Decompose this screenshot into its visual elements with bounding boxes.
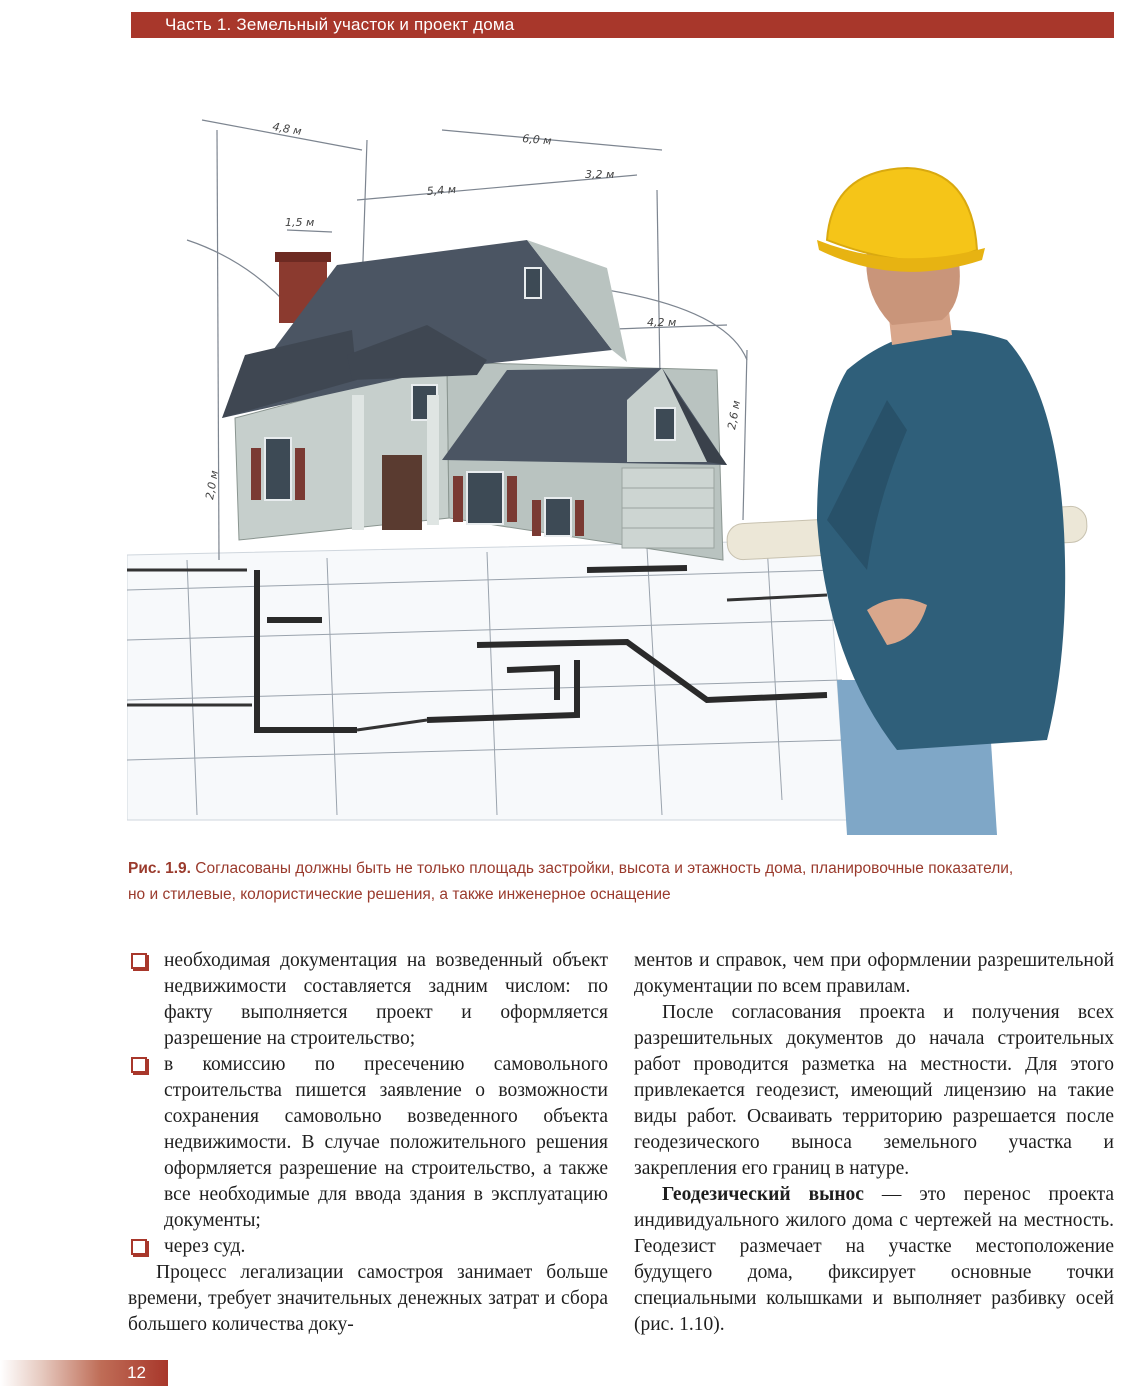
page-number: 12 [127, 1363, 146, 1382]
body-paragraph: Процесс легализации самостроя занимает больше времени, требует значительных денежных затрат и сбора большего количества доку- [128, 1262, 608, 1335]
dimension-label: 4,2 м [647, 316, 677, 329]
front-door [382, 455, 422, 530]
chapter-title: Часть 1. Земельный участок и проект дома [165, 15, 515, 34]
caption-line1: Согласованы должны быть не только площадь застройки, высота и этажность дома, планировочные показатели, [190, 860, 1014, 877]
house-blueprint-illustration [127, 100, 1117, 835]
square-bullet-icon [131, 1239, 147, 1255]
hard-hat-icon [827, 168, 977, 260]
header-bar [131, 12, 1114, 38]
bullet-list [128, 948, 608, 1260]
list-item: необходимая документация на возведенный объект недвижимости составляется задним числом: по факту выполняется проект и оформляется разрешение на строительство; [128, 948, 608, 1052]
caption-line2: но и стилевые, колористические решения, а также инженерное оснащение [128, 886, 671, 903]
body-paragraph: После согласования проекта и получения всех разрешительных документов до начала строительных работ проводится разметка на местности. Для этого привлекается геодезист, имеющий лицензию на такие виды работ. Осваивать территорию разрешается после геодезического выноса земельного участка и закрепления его границ в натуре. [634, 1002, 1114, 1179]
dimension-label: 5,4 м [426, 182, 457, 198]
right-column [634, 948, 1114, 1338]
dimension-label: 2,6 м [725, 399, 744, 431]
caption-label: Рис. 1.9. [128, 860, 191, 877]
square-bullet-icon [131, 953, 147, 969]
list-item: в комиссию по пресечению самовольного строительства пишется заявление о возможности сохранения самовольно возведенного объекта недвижимости. В случае положительного решения оформляется разрешение на строительство, а также все необходимые для ввода здания в эксплуатацию документы; [128, 1052, 608, 1234]
body-paragraph: ментов и справок, чем при оформлении разрешительной документации по всем правилам. [634, 950, 1114, 997]
left-column [128, 948, 608, 1338]
footer-bar [0, 1360, 168, 1386]
dimension-label: 6,0 м [521, 132, 553, 148]
dimension-label: 3,2 м [585, 168, 615, 181]
figure-caption [128, 856, 1118, 908]
house [222, 240, 727, 560]
definition-paragraph: Геодезический вынос — это перенос проекта индивидуального жилого дома с чертежей на местность. Геодезист размечает на участке местоположение будущего дома, фиксирует основные точки специальными колышками и выполняет разбивку осей (рис. 1.10). [634, 1184, 1114, 1335]
term: Геодезический вынос [662, 1184, 864, 1205]
dimension-label: 2,0 м [203, 469, 222, 501]
square-bullet-icon [131, 1057, 147, 1073]
dimension-label: 1,5 м [285, 216, 315, 229]
list-item: через суд. [128, 1234, 608, 1260]
blueprint-plan [127, 540, 847, 820]
dimension-label: 4,8 м [271, 120, 303, 139]
